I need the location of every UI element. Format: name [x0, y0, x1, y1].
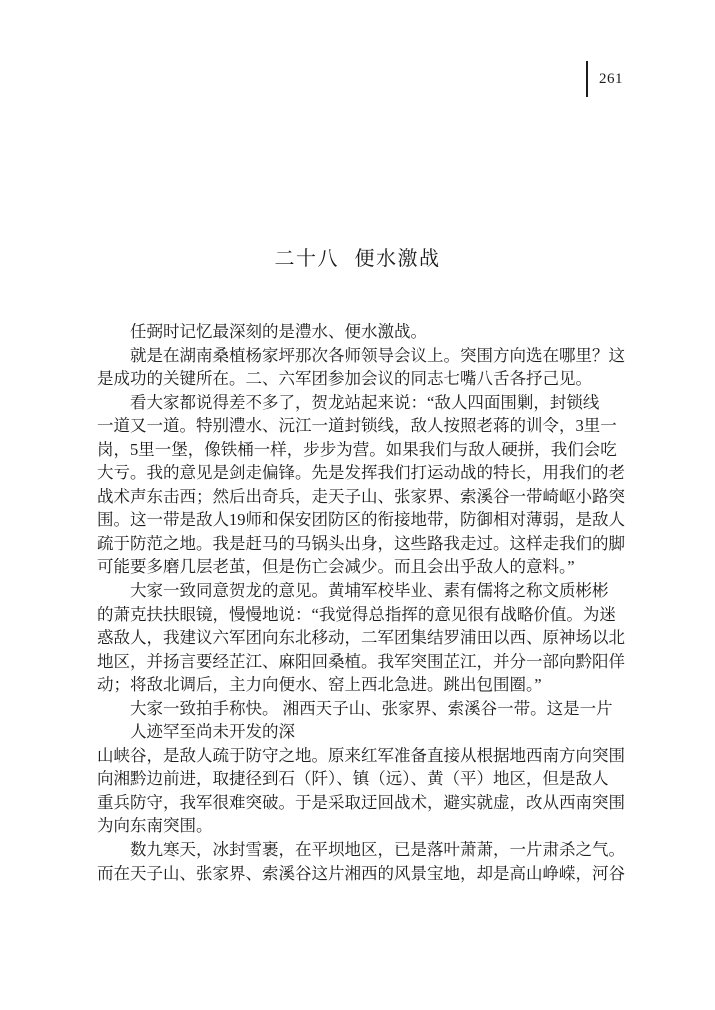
text-line: 地区，并扬言要经芷江、麻阳回桑植。我军突围芷江，并分一部向黔阳佯 — [97, 651, 625, 671]
text-line: 大家一致拍手称快。 湘西天子山、张家界、索溪谷一带。这是一片 — [130, 698, 613, 718]
text-line: 重兵防守，我军很难突破。于是采取迂回战术，避实就虚，改从西南突围 — [97, 792, 625, 812]
text-line: 大家一致同意贺龙的意见。黄埔军校毕业、素有儒将之称文质彬彬 — [130, 581, 609, 601]
text-line: 山峡谷，是敌人疏于防守之地。原来红军准备直接从根据地西南方向突围 — [97, 745, 625, 765]
body-text — [97, 320, 625, 885]
page-number-divider — [586, 61, 588, 97]
page-number — [586, 60, 623, 98]
chapter-title: 二十八 便水激战 — [274, 248, 441, 270]
text-line: 动；将敌北调后，主力向便水、窑上西北急进。跳出包围圈。” — [97, 675, 542, 695]
text-line: 就是在湖南桑植杨家坪那次各师领导会议上。突围方向选在哪里？这 — [130, 345, 625, 365]
text-line: 大亏。我的意见是剑走偏锋。先是发挥我们打运动战的特长，用我们的老 — [97, 463, 625, 483]
text-line: 战术声东击西；然后出奇兵，走天子山、张家界、索溪谷一带崎岖小路突 — [97, 486, 625, 506]
text-line: 人迹罕至尚未开发的深 — [130, 722, 295, 742]
text-line: 数九寒天，冰封雪裹，在平坝地区，已是落叶萧萧，一片肃杀之气。 — [130, 840, 625, 860]
text-line: 看大家都说得差不多了，贺龙站起来说：“敌人四面围剿，封锁线 — [130, 392, 600, 412]
page-number-text: 261 — [599, 70, 623, 87]
text-line: 向湘黔边前进，取捷径到石（阡）、镇（远）、黄（平）地区，但是敌人 — [97, 769, 609, 789]
text-line: 可能要多磨几层老茧，但是伤亡会减少。而且会出乎敌人的意料。” — [97, 557, 575, 577]
text-line: 而在天子山、张家界、索溪谷这片湘西的风景宝地，却是高山峥嵘，河谷 — [97, 863, 625, 883]
text-line: 是成功的关键所在。二、六军团参加会议的同志七嘴八舌各抒己见。 — [97, 369, 592, 389]
text-line: 任弼时记忆最深刻的是澧水、便水激战。 — [130, 322, 427, 341]
text-line: 一道又一道。特别澧水、沅江一道封锁线，敌人按照老蒋的训令，3里一 — [97, 416, 617, 436]
text-line: 岗，5里一堡，像铁桶一样，步步为营。如果我们与敌人硬拼，我们会吃 — [97, 439, 617, 459]
text-line: 围。这一带是敌人19师和保安团防区的衔接地带，防御相对薄弱，是敌人 — [97, 510, 625, 530]
text-line: 惑敌人，我建议六军团向东北移动，二军团集结罗浦田以西、原神场以北 — [97, 628, 625, 648]
text-line: 的萧克扶扶眼镜，慢慢地说：“我觉得总指挥的意见很有战略价值。为迷 — [97, 604, 616, 624]
text-line: 疏于防范之地。我是赶马的马锅头出身，这些路我走过。这样走我们的脚 — [97, 533, 625, 553]
text-line: 为向东南突围。 — [97, 816, 213, 836]
